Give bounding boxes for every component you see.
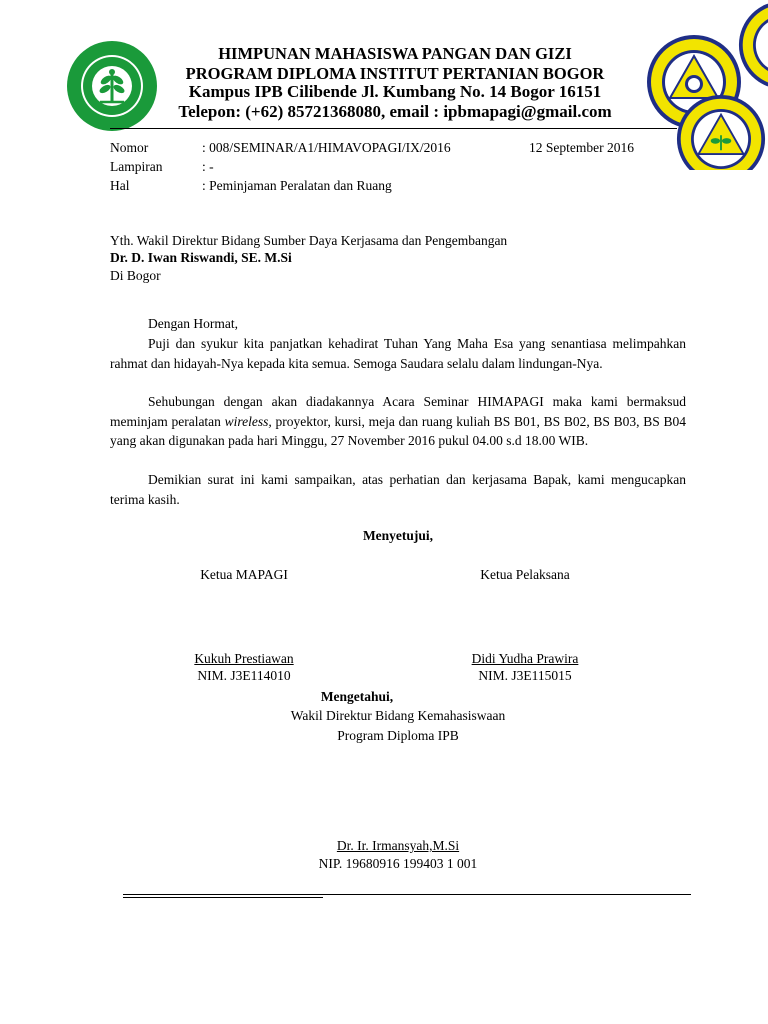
meta-lampiran xyxy=(110,159,214,175)
letterhead-divider xyxy=(110,128,677,129)
acknowledge-signer-name: Dr. Ir. Irmansyah,M.Si xyxy=(336,838,460,853)
approve-heading: Menyetujui, xyxy=(362,528,434,543)
left-signer-nim: NIM. J3E114010 xyxy=(197,668,291,683)
acknowledge-title-2: Program Diploma IPB xyxy=(337,728,459,743)
paragraph-3: Demikian surat ini kami sampaikan, atas perhatian dan kerjasama Bapak, kami mengucapkan terima kasih. xyxy=(110,472,686,507)
paragraph-2-part-a: Sehubungan dengan akan diadakannya Acara Seminar HIMAPAGI maka kami bermaksud meminjam peralatan xyxy=(110,394,686,429)
contact: Telepon: (+62) 85721368080, email : ipbmapagi@gmail.com xyxy=(178,102,612,121)
paragraph-2 xyxy=(110,392,686,451)
recipient-place: Di Bogor xyxy=(110,268,161,283)
paragraph-2-italic: wireless, xyxy=(224,413,272,429)
footer-divider xyxy=(123,894,691,895)
recipient-name: Dr. D. Iwan Riswandi, SE. M.Si xyxy=(110,250,292,265)
paragraph-1: Puji dan syukur kita panjatkan kehadirat Tuhan Yang Maha Esa yang senantiasa melimpahkan rahmat dan hidayah-Nya kepada kita semua. Semoga Saudara selalu dalam lindungan-Nya. xyxy=(110,336,686,371)
program-name: PROGRAM DIPLOMA INSTITUT PERTANIAN BOGOR xyxy=(185,64,605,83)
left-signer-name: Kukuh Prestiawan xyxy=(194,651,294,666)
mapagi-logo-duplicate xyxy=(676,94,766,170)
hal-value: : Peminjaman Peralatan dan Ruang xyxy=(202,178,392,193)
left-signer-title: Ketua MAPAGI xyxy=(200,567,288,582)
letter-date: 12 September 2016 xyxy=(529,140,634,155)
nomor-value: : 008/SEMINAR/A1/HIMAVOPAGI/IX/2016 xyxy=(202,140,451,155)
paragraph-2-part-b: proyektor, kursi, meja dan ruang kuliah BS B01, BS B02, BS B03, BS B04 yang akan digunakan pada hari Minggu, 27 November 2016 pukul 04.00 s.d 18.00 WIB. xyxy=(110,413,686,448)
lampiran-label: Lampiran xyxy=(110,159,163,174)
nomor-label: Nomor xyxy=(110,140,149,155)
acknowledge-heading: Mengetahui, xyxy=(320,689,394,704)
address: Kampus IPB Cilibende Jl. Kumbang No. 14 Bogor 16151 xyxy=(188,82,602,101)
footer-divider-short xyxy=(123,897,323,898)
mapagi-logo-partial xyxy=(738,0,768,90)
meta-hal xyxy=(110,178,392,194)
hal-label: Hal xyxy=(110,178,130,193)
ipb-seal-logo xyxy=(66,40,158,132)
right-signer-nim: NIM. J3E115015 xyxy=(478,668,572,683)
acknowledge-signer-nip: NIP. 19680916 199403 1 001 xyxy=(318,856,478,871)
right-signer-title: Ketua Pelaksana xyxy=(480,567,570,582)
acknowledge-title-1: Wakil Direktur Bidang Kemahasiswaan xyxy=(290,708,506,723)
org-name: HIMPUNAN MAHASISWA PANGAN DAN GIZI xyxy=(218,44,572,63)
recipient-title: Yth. Wakil Direktur Bidang Sumber Daya Kerjasama dan Pengembangan xyxy=(110,233,508,248)
meta-nomor xyxy=(110,140,451,156)
right-signer-name: Didi Yudha Prawira xyxy=(471,651,579,666)
lampiran-value: : - xyxy=(202,159,214,174)
greeting: Dengan Hormat, xyxy=(148,316,238,331)
